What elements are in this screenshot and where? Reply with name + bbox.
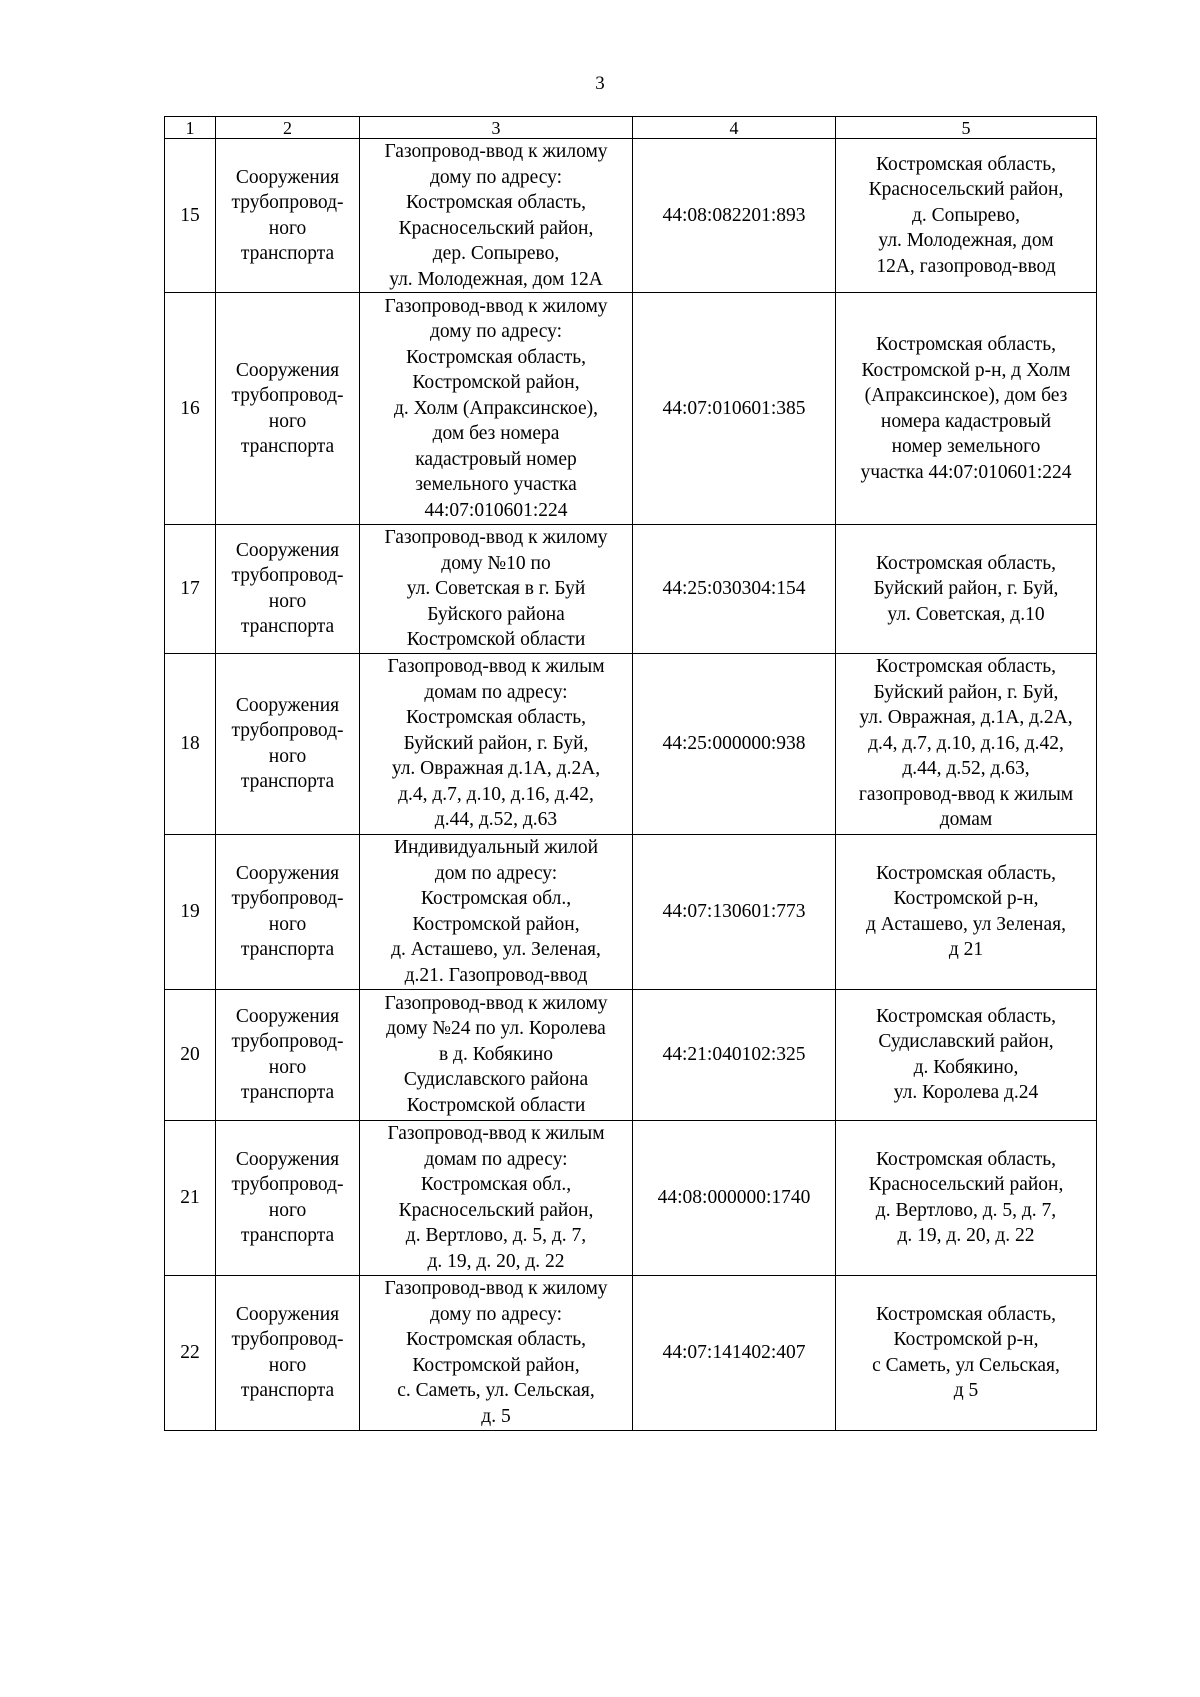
row-number: 22 — [165, 1275, 216, 1430]
column-number-header: 2 — [216, 117, 360, 139]
cadastral-number: 44:25:000000:938 — [633, 653, 836, 834]
object-description: Газопровод-ввод к жилому дому по адресу: Костромская область, Костромской район, д. Холм (Апраксинское), дом без номера кадастровый номер земельного участка 44:07:010601:224 — [360, 293, 633, 525]
object-description: Газопровод-ввод к жилому дому по адресу: Костромская область, Костромской район, с. Саметь, ул. Сельская, д. 5 — [360, 1275, 633, 1430]
table-row — [165, 653, 1097, 834]
object-address: Костромская область, Красносельский район, д. Вертлово, д. 5, д. 7, д. 19, д. 20, д. 22 — [836, 1120, 1097, 1275]
table-row — [165, 139, 1097, 293]
object-type: Сооружения трубопровод- ного транспорта — [216, 653, 360, 834]
object-type: Сооружения трубопровод- ного транспорта — [216, 1275, 360, 1430]
column-number-header: 5 — [836, 117, 1097, 139]
object-description: Газопровод-ввод к жилым домам по адресу: Костромская область, Буйский район, г. Буй, ул. Овражная д.1А, д.2А, д.4, д.7, д.10, д.16, д.42, д.44, д.52, д.63 — [360, 653, 633, 834]
object-description: Газопровод-ввод к жилому дому №24 по ул. Королева в д. Кобякино Судиславского района Костромской области — [360, 989, 633, 1120]
object-address: Костромская область, Красносельский район, д. Сопырево, ул. Молодежная, дом 12А, газопровод-ввод — [836, 139, 1097, 293]
table-row — [165, 834, 1097, 989]
object-type: Сооружения трубопровод- ного транспорта — [216, 834, 360, 989]
object-description: Газопровод-ввод к жилому дому по адресу: Костромская область, Красносельский район, дер. Сопырево, ул. Молодежная, дом 12А — [360, 139, 633, 293]
table-row — [165, 293, 1097, 525]
table-row — [165, 1275, 1097, 1430]
object-description: Газопровод-ввод к жилому дому №10 по ул. Советская в г. Буй Буйского района Костромской области — [360, 525, 633, 654]
object-type: Сооружения трубопровод- ного транспорта — [216, 139, 360, 293]
cadastral-number: 44:08:000000:1740 — [633, 1120, 836, 1275]
object-type: Сооружения трубопровод- ного транспорта — [216, 293, 360, 525]
column-number-header: 3 — [360, 117, 633, 139]
row-number: 19 — [165, 834, 216, 989]
cadastral-number: 44:08:082201:893 — [633, 139, 836, 293]
row-number: 20 — [165, 989, 216, 1120]
column-number-header: 4 — [633, 117, 836, 139]
row-number: 15 — [165, 139, 216, 293]
object-description: Газопровод-ввод к жилым домам по адресу: Костромская обл., Красносельский район, д. Вертлово, д. 5, д. 7, д. 19, д. 20, д. 22 — [360, 1120, 633, 1275]
object-address: Костромская область, Буйский район, г. Буй, ул. Овражная, д.1А, д.2А, д.4, д.7, д.10, д.16, д.42, д.44, д.52, д.63, газопровод-ввод к жилым домам — [836, 653, 1097, 834]
object-address: Костромская область, Буйский район, г. Буй, ул. Советская, д.10 — [836, 525, 1097, 654]
object-type: Сооружения трубопровод- ного транспорта — [216, 525, 360, 654]
page-number: 3 — [595, 73, 605, 94]
object-address: Костромская область, Костромской р-н, д Асташево, ул Зеленая, д 21 — [836, 834, 1097, 989]
object-address: Костромская область, Костромской р-н, с Саметь, ул Сельская, д 5 — [836, 1275, 1097, 1430]
cadastral-number: 44:21:040102:325 — [633, 989, 836, 1120]
cadastral-number: 44:07:010601:385 — [633, 293, 836, 525]
row-number: 18 — [165, 653, 216, 834]
registry-table — [164, 116, 1097, 1431]
row-number: 21 — [165, 1120, 216, 1275]
object-type: Сооружения трубопровод- ного транспорта — [216, 989, 360, 1120]
cadastral-number: 44:25:030304:154 — [633, 525, 836, 654]
object-description: Индивидуальный жилой дом по адресу: Костромская обл., Костромской район, д. Асташево, ул. Зеленая, д.21. Газопровод-ввод — [360, 834, 633, 989]
row-number: 16 — [165, 293, 216, 525]
column-number-header: 1 — [165, 117, 216, 139]
object-address: Костромская область, Костромской р-н, д Холм (Апраксинское), дом без номера кадастровый номер земельного участка 44:07:010601:224 — [836, 293, 1097, 525]
object-address: Костромская область, Судиславский район, д. Кобякино, ул. Королева д.24 — [836, 989, 1097, 1120]
table-row — [165, 1120, 1097, 1275]
cadastral-number: 44:07:130601:773 — [633, 834, 836, 989]
object-type: Сооружения трубопровод- ного транспорта — [216, 1120, 360, 1275]
row-number: 17 — [165, 525, 216, 654]
table-row — [165, 989, 1097, 1120]
cadastral-number: 44:07:141402:407 — [633, 1275, 836, 1430]
table-header-row — [165, 117, 1097, 139]
table-row — [165, 525, 1097, 654]
